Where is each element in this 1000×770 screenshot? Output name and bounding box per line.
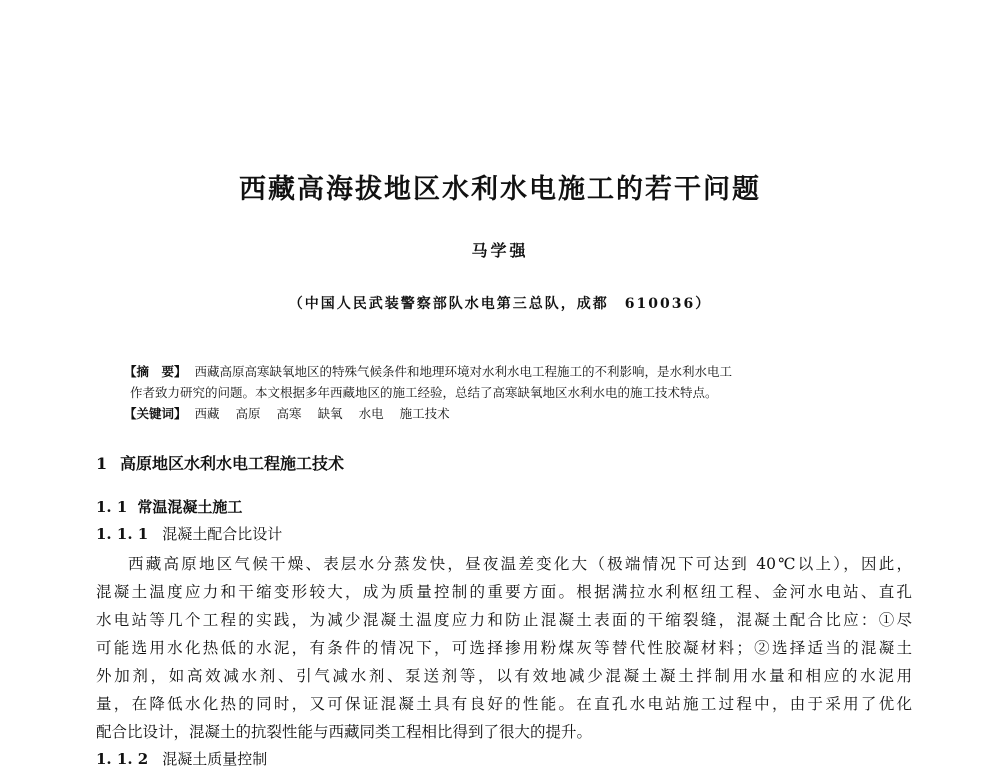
keyword: 施工技术 — [399, 406, 450, 421]
body-paragraph — [96, 550, 912, 746]
keywords-label: 【关键词】 — [124, 406, 187, 421]
author-affiliation: （中国人民武装警察部队水电第三总队，成都 610036） — [288, 296, 712, 312]
section-heading — [96, 452, 344, 476]
subsection-number: 1. 1 — [96, 498, 128, 516]
abstract-text-1: 西藏高原高寒缺氧地区的特殊气候条件和地理环境对水利水电工程施工的不利影响，是水利水电工 — [194, 364, 733, 379]
body-line: 混凝土温度应力和干缩变形较大，成为质量控制的重要方面。根据满拉水利枢纽工程、金河水电站、直孔 — [96, 583, 912, 601]
abstract-label: 【摘 要】 — [124, 364, 187, 379]
section-title: 高原地区水利水电工程施工技术 — [120, 454, 345, 473]
body-line: 可能选用水化热低的水泥，有条件的情况下，可选择掺用粉煤灰等替代性胶凝材料；②选择适当的混凝土 — [96, 639, 912, 657]
keyword: 高原 — [235, 406, 261, 421]
subsubsection-number: 1. 1. 1 — [96, 525, 149, 543]
subsubsection-title: 混凝土配合比设计 — [162, 525, 283, 543]
section-number: 1 — [96, 454, 108, 473]
body-line: 水电站等几个工程的实践，为减少混凝土温度应力和防止混凝土表面的干缩裂缝，混凝土配合比应：①尽 — [96, 611, 912, 629]
keyword: 西藏 — [194, 406, 220, 421]
body-line: 量，在降低水化热的同时，又可保证混凝土具有良好的性能。在直孔水电站施工过程中，由于采用了优化 — [96, 695, 912, 713]
keyword: 高寒 — [276, 406, 302, 421]
abstract-line-2 — [124, 383, 894, 404]
subsubsection-title: 混凝土质量控制 — [162, 750, 268, 768]
body-line: 配合比设计，混凝土的抗裂性能与西藏同类工程相比得到了很大的提升。 — [96, 723, 593, 741]
subsubsection-heading — [96, 523, 282, 545]
subsubsection-heading-cut — [96, 748, 267, 770]
subsection-title: 常温混凝土施工 — [137, 498, 243, 516]
body-line: 外加剂，如高效减水剂、引气减水剂、泵送剂等，以有效地减少混凝土凝土拌制用水量和相应的水泥用 — [96, 667, 912, 685]
subsection-heading — [96, 496, 242, 518]
keywords-line — [124, 404, 894, 425]
body-line: 西藏高原地区气候干燥、表层水分蒸发快，昼夜温差变化大（极端情况下可达到 40℃以上），因此， — [128, 555, 912, 573]
keyword: 缺氧 — [317, 406, 343, 421]
keyword: 水电 — [358, 406, 384, 421]
author-name: 马学强 — [471, 241, 529, 260]
paper-title: 西藏高海拔地区水利水电施工的若干问题 — [239, 174, 761, 205]
abstract-line-1 — [124, 362, 894, 383]
abstract-block — [124, 362, 894, 425]
abstract-text-2: 作者致力研究的问题。本文根据多年西藏地区的施工经验，总结了高寒缺氧地区水利水电的施工技术特点。 — [130, 385, 718, 400]
subsubsection-number: 1. 1. 2 — [96, 750, 149, 768]
